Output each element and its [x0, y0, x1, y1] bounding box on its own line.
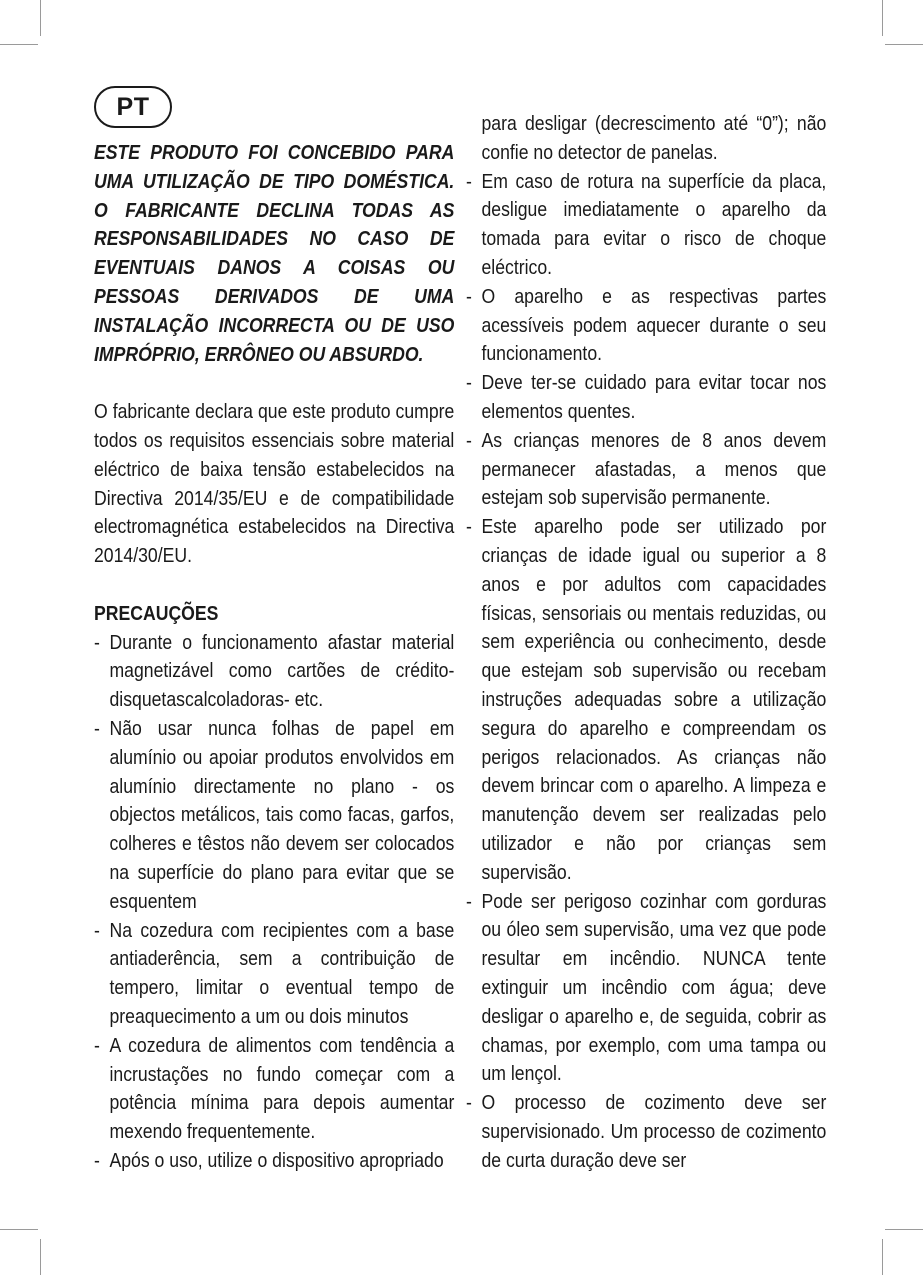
- list-item-text: Não usar nunca folhas de papel em alumínio ou apoiar produtos envolvidos em alumínio directamente no plano - os objectos metálicos, tais como facas, garfos, colheres e têstos não devem ser colocados na superfície do plano para evitar que se esquentem: [109, 716, 455, 913]
- crop-mark-bottom-right: [882, 1239, 883, 1275]
- list-item: [466, 888, 826, 1090]
- crop-mark-bottom-left-h: [0, 1229, 38, 1230]
- list-item-text: As crianças menores de 8 anos devem permanecer afastadas, a menos que estejam sob supervisão permanente.: [481, 428, 827, 510]
- list-item-text: Em caso de rotura na superfície da placa, desligue imediatamente o aparelho da tomada para evitar o risco de choque eléctrico.: [481, 169, 827, 279]
- right-column: [466, 110, 826, 1175]
- list-item-text: Este aparelho pode ser utilizado por crianças de idade igual ou superior a 8 anos e por adultos com capacidades físicas, sensoriais ou mentais reduzidas, ou sem experiência ou conhecimento, desde que estejam sob supervisão ou recebam instruções adequadas sobre a utilização segura do aparelho e compreendam os perigos relacionados. As crianças não devem brincar com o aparelho. A limpeza e manutenção devem ser realizadas pelo utilizador e não por crianças sem supervisão.: [481, 515, 827, 884]
- list-item: [466, 1089, 826, 1175]
- list-dash: -: [94, 1148, 100, 1172]
- list-item: [466, 369, 826, 427]
- list-dash: -: [466, 284, 472, 308]
- left-column: [94, 139, 454, 1176]
- list-item-text: O processo de cozimento deve ser supervisionado. Um processo de cozimento de curta duração deve ser: [481, 1091, 827, 1172]
- list-item: [94, 917, 454, 1032]
- list-item-text: A cozedura de alimentos com tendência a incrustações no fundo começar com a potência mínima para depois aumentar mexendo frequentemente.: [109, 1033, 455, 1144]
- crop-mark-top-right-h: [885, 44, 923, 45]
- list-item: [94, 629, 454, 715]
- crop-mark-top-left: [40, 0, 41, 36]
- crop-mark-top-left-h: [0, 44, 38, 45]
- list-item: [466, 283, 826, 369]
- list-dash: -: [94, 1033, 100, 1057]
- list-item: [466, 513, 826, 887]
- declaration-text: O fabricante declara que este produto cumpre todos os requisitos essenciais sobre material eléctrico de baixa tensão estabelecidos na Directiva 2014/35/EU e de compatibilidade electromagnética estabelecidos na Directiva 2014/30/EU.: [94, 400, 455, 568]
- language-badge: PT: [94, 86, 172, 128]
- precautions-heading: PRECAUÇÕES: [94, 601, 219, 625]
- warning-text: ESTE PRODUTO FOI CONCEBIDO PARA UMA UTILIZAÇÃO DE TIPO DOMÉSTICA. O FABRICANTE DECLINA TODAS AS RESPONSABILIDADES NO CASO DE EVENTUAIS DANOS A COISAS OU PESSOAS DERIVADOS DE UMA INSTALAÇÃO INCORRECTA OU DE USO IMPRÓPRIO, ERRÔNEO OU ABSURDO.: [94, 141, 455, 366]
- list-dash: -: [94, 716, 100, 740]
- list-item-text: Deve ter-se cuidado para evitar tocar nos elementos quentes.: [481, 371, 827, 423]
- list-item-text: Pode ser perigoso cozinhar com gorduras ou óleo sem supervisão, uma vez que pode resultar em incêndio. NUNCA tente extinguir um incêndio com água; deve desligar o aparelho e, de seguida, cobrir as chamas, por exemplo, com uma tampa ou um lençol.: [481, 889, 827, 1086]
- list-item-text: Após o uso, utilize o dispositivo apropriado: [109, 1148, 444, 1172]
- list-dash: -: [466, 428, 472, 452]
- list-dash: -: [466, 169, 472, 193]
- list-dash: -: [466, 889, 472, 913]
- precautions-list-right: [466, 168, 826, 1176]
- list-item: [466, 427, 826, 513]
- list-dash: -: [466, 1091, 472, 1115]
- list-dash: -: [466, 371, 472, 395]
- list-item: [94, 1147, 454, 1176]
- list-item: [94, 1032, 454, 1147]
- crop-mark-bottom-right-h: [885, 1229, 923, 1230]
- continuation-text: para desligar (decrescimento até “0”); não confie no detector de panelas.: [481, 112, 827, 164]
- list-dash: -: [94, 630, 100, 654]
- list-item: [94, 715, 454, 917]
- crop-mark-bottom-left: [40, 1239, 41, 1275]
- crop-mark-top-right: [882, 0, 883, 36]
- list-item: [466, 168, 826, 283]
- list-item-text: Na cozedura com recipientes com a base antiaderência, sem a contribuição de tempero, limitar o eventual tempo de preaquecimento a um ou dois minutos: [109, 918, 455, 1028]
- list-dash: -: [94, 918, 100, 942]
- list-dash: -: [466, 515, 472, 539]
- list-item-text: O aparelho e as respectivas partes acessíveis podem aquecer durante o seu funcionamento.: [481, 284, 827, 366]
- precautions-list-left: [94, 629, 454, 1176]
- list-item-text: Durante o funcionamento afastar material magnetizável como cartões de crédito- disquetascalcoladoras- etc.: [109, 630, 455, 712]
